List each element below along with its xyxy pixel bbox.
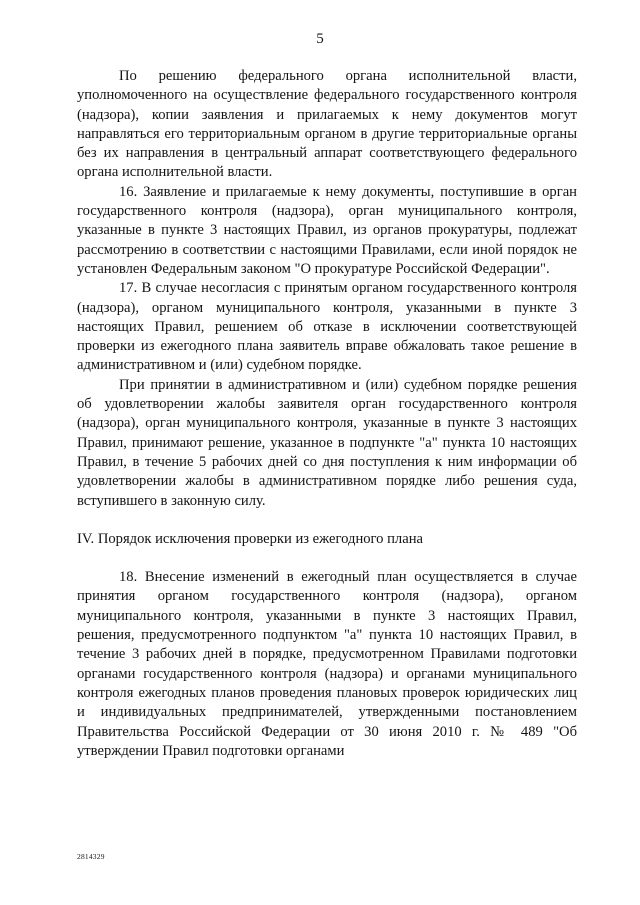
document-body [77,67,577,761]
paragraph: При принятии в административном и (или) судебном порядке решения об удовлетворении жалобы заявителя орган государственного контроля (надзора), орган муниципального контроля, указанные в пункте 3 настоящих Правил, принимают решение, указанное в подпункте "а" пункта 10 настоящих Правил, в течение 5 рабочих дней со дня поступления к ним информации об удовлетворении жалобы в административном порядке либо решения суда, вступившего в законную силу. [77,376,577,509]
paragraph-16: 16. Заявление и прилагаемые к нему документы, поступившие в орган государственного контроля (надзора), орган муниципального контроля, указанные в пункте 3 настоящих Правил, из органов прокуратуры, подлежат рассмотрению в соответствии с настоящими Правилами, если иной порядок не установлен Федеральным законом "О прокуратуре Российской Федерации". [77,183,577,277]
page-number: 5 [316,31,324,47]
document-code: 2814329 [77,852,105,861]
paragraph: По решению федерального органа исполнительной власти, уполномоченного на осуществление федерального государственного контроля (надзора), копии заявления и прилагаемых к нему документов могут направляться его территориальным органом в другие территориальные органы без их направления в центральный аппарат соответствующего федерального органа исполнительной власти. [77,68,577,181]
paragraph-17: 17. В случае несогласия с принятым органом государственного контроля (надзора), органом муниципального контроля, указанными в пункте 3 настоящих Правил, решением об отказе в исключении соответствующей проверки из ежегодного плана заявитель вправе обжаловать такое решение в административном и (или) судебном порядке. [77,280,577,374]
section-heading: IV. Порядок исключения проверки из ежегодного плана [77,530,423,547]
paragraph-18: 18. Внесение изменений в ежегодный план осуществляется в случае принятия органом государственного контроля (надзора), органом муниципального контроля, указанными в пункте 3 настоящих Правил, решения, предусмотренного подпунктом "а" пункта 10 настоящих Правил, в течение 3 рабочих дней в порядке, предусмотренном Правилами подготовки органами государственного контроля (надзора) и органами муниципального контроля ежегодных планов проведения плановых проверок юридических лиц и индивидуальных предпринимателей, утвержденными постановлением Правительства Российской Федерации от 30 июня 2010 г. № 489 "Об утверждении Правил подготовки органами [77,569,577,759]
